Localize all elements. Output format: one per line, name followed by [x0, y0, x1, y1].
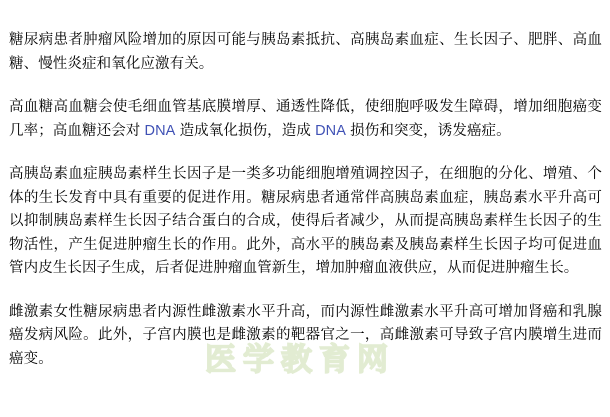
paragraph: 高血糖高血糖会使毛细血管基底膜增厚、通透性降低，使细胞呼吸发生障碍，增加细胞癌变几率；高血糖还会对 DNA 造成氧化损伤，造成 DNA 损伤和突变，诱发癌症。	[9, 99, 602, 139]
paragraph: 糖尿病患者肿瘤风险增加的原因可能与胰岛素抵抗、高胰岛素血症、生长因子、肥胖、高血糖、慢性炎症和氧化应激有关。	[9, 32, 602, 72]
paragraph: 高胰岛素血症胰岛素样生长因子是一类多功能细胞增殖调控因子，在细胞的分化、增殖、个体的生长发育中具有重要的促进作用。糖尿病患者通常伴高胰岛素血症，胰岛素水平升高可以抑制胰岛素样生长因子结合蛋白的合成，使得后者减少，从而提高胰岛素样生长因子的生物活性，产生促进肿瘤生长的作用。此外，高水平的胰岛素及胰岛素样生长因子均可促进血管内皮生长因子生成，后者促进肿瘤血管新生，增加肿瘤血液供应，从而促进肿瘤生长。	[9, 166, 602, 276]
dna-text: DNA	[144, 122, 176, 139]
watermark-text: 医学教育网	[205, 342, 395, 377]
dna-text: DNA	[315, 122, 347, 139]
paragraph: 雌激素女性糖尿病患者内源性雌激素水平升高，而内源性雌激素水平升高可增加肾癌和乳腺癌发病风险。此外，子宫内膜也是雌激素的靶器官之一，高雌激素可导致子宫内膜增生进而癌变。	[9, 303, 602, 367]
